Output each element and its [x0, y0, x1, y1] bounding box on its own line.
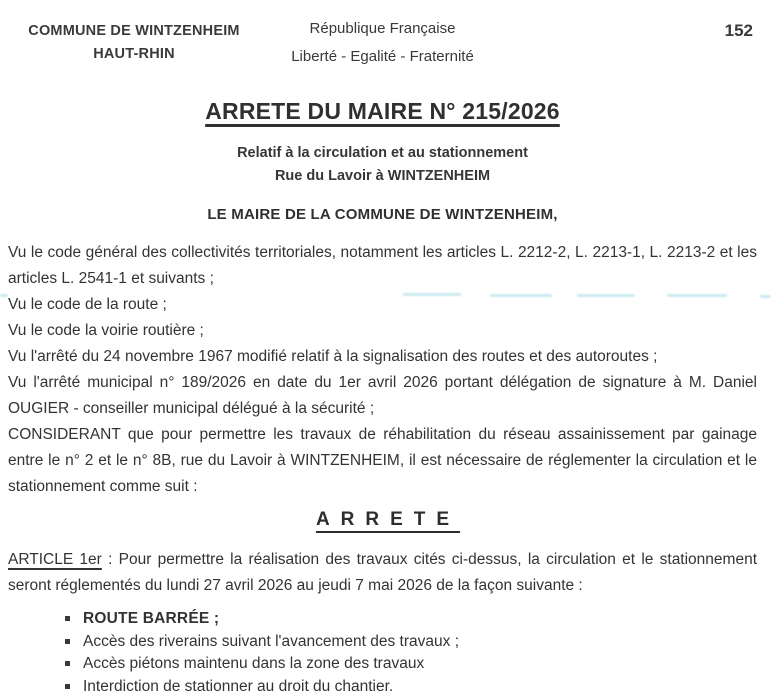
article-1-text: : Pour permettre la réalisation des travaux cités ci-dessus, la circulation et le stationnement seront réglementés du lundi 27 avril 2026 au jeudi 7 mai 2026 de la façon suivante :	[8, 551, 757, 594]
decree-heading-text: ARRETE	[315, 509, 461, 530]
recital-paragraph: Vu le code de la route ;	[8, 296, 167, 313]
subtitle-line-2: Rue du Lavoir à WINTZENHEIM	[274, 168, 491, 184]
scan-artifact	[760, 295, 771, 298]
commune-name: COMMUNE DE WINTZENHEIM	[28, 23, 240, 39]
article-1-paragraph	[8, 547, 757, 599]
recital-paragraph: Vu le code général des collectivités territoriales, notamment les articles L. 2212-2, L. 2213-1, L. 2213-2 et les articles L. 2541-1 et suivants ;	[8, 244, 757, 287]
recital-paragraph: Vu l'arrêté du 24 novembre 1967 modifié relatif à la signalisation des routes et des autoroutes ;	[8, 348, 658, 365]
bullet-item: Interdiction de stationner au droit du chantier.	[83, 676, 757, 693]
republic-title: République Française	[309, 20, 456, 37]
salutation-line: LE MAIRE DE LA COMMUNE DE WINTZENHEIM,	[207, 206, 558, 223]
recital-paragraph: Vu l'arrêté municipal n° 189/2026 en date du 1er avril 2026 portant délégation de signature à M. Daniel OUGIER - conseiller municipal délégué à la sécurité ;	[8, 374, 757, 417]
republic-block	[8, 20, 757, 65]
recital-paragraph: CONSIDERANT que pour permettre les travaux de réhabilitation du réseau assainissement par gainage entre le n° 2 et le n° 8B, rue du Lavoir à WINTZENHEIM, il est nécessaire de réglementer la circulation et le stationnement comme suit :	[8, 426, 757, 495]
scan-artifact	[0, 294, 8, 297]
bullet-item: Accès des riverains suivant l'avancement des travaux ;	[83, 631, 757, 654]
document-header	[8, 20, 757, 96]
bullet-item: Accès piétons maintenu dans la zone des travaux	[83, 653, 757, 676]
article-1-label: ARTICLE 1er	[8, 551, 102, 568]
republic-motto: Liberté - Egalité - Fraternité	[291, 48, 474, 65]
bullet-list	[8, 608, 757, 693]
page-number: 152	[724, 21, 753, 40]
commune-department: HAUT-RHIN	[93, 46, 175, 62]
bullet-item: ROUTE BARRÉE ;	[83, 608, 757, 631]
document-title-text: ARRETE DU MAIRE N° 215/2026	[205, 98, 560, 124]
document-subtitle	[8, 142, 757, 188]
document-title	[8, 98, 757, 125]
recital-paragraph: Vu le code la voirie routière ;	[8, 322, 204, 339]
decree-heading	[8, 505, 757, 535]
subtitle-line-1: Relatif à la circulation et au stationnement	[237, 145, 528, 161]
recitals	[8, 240, 757, 500]
